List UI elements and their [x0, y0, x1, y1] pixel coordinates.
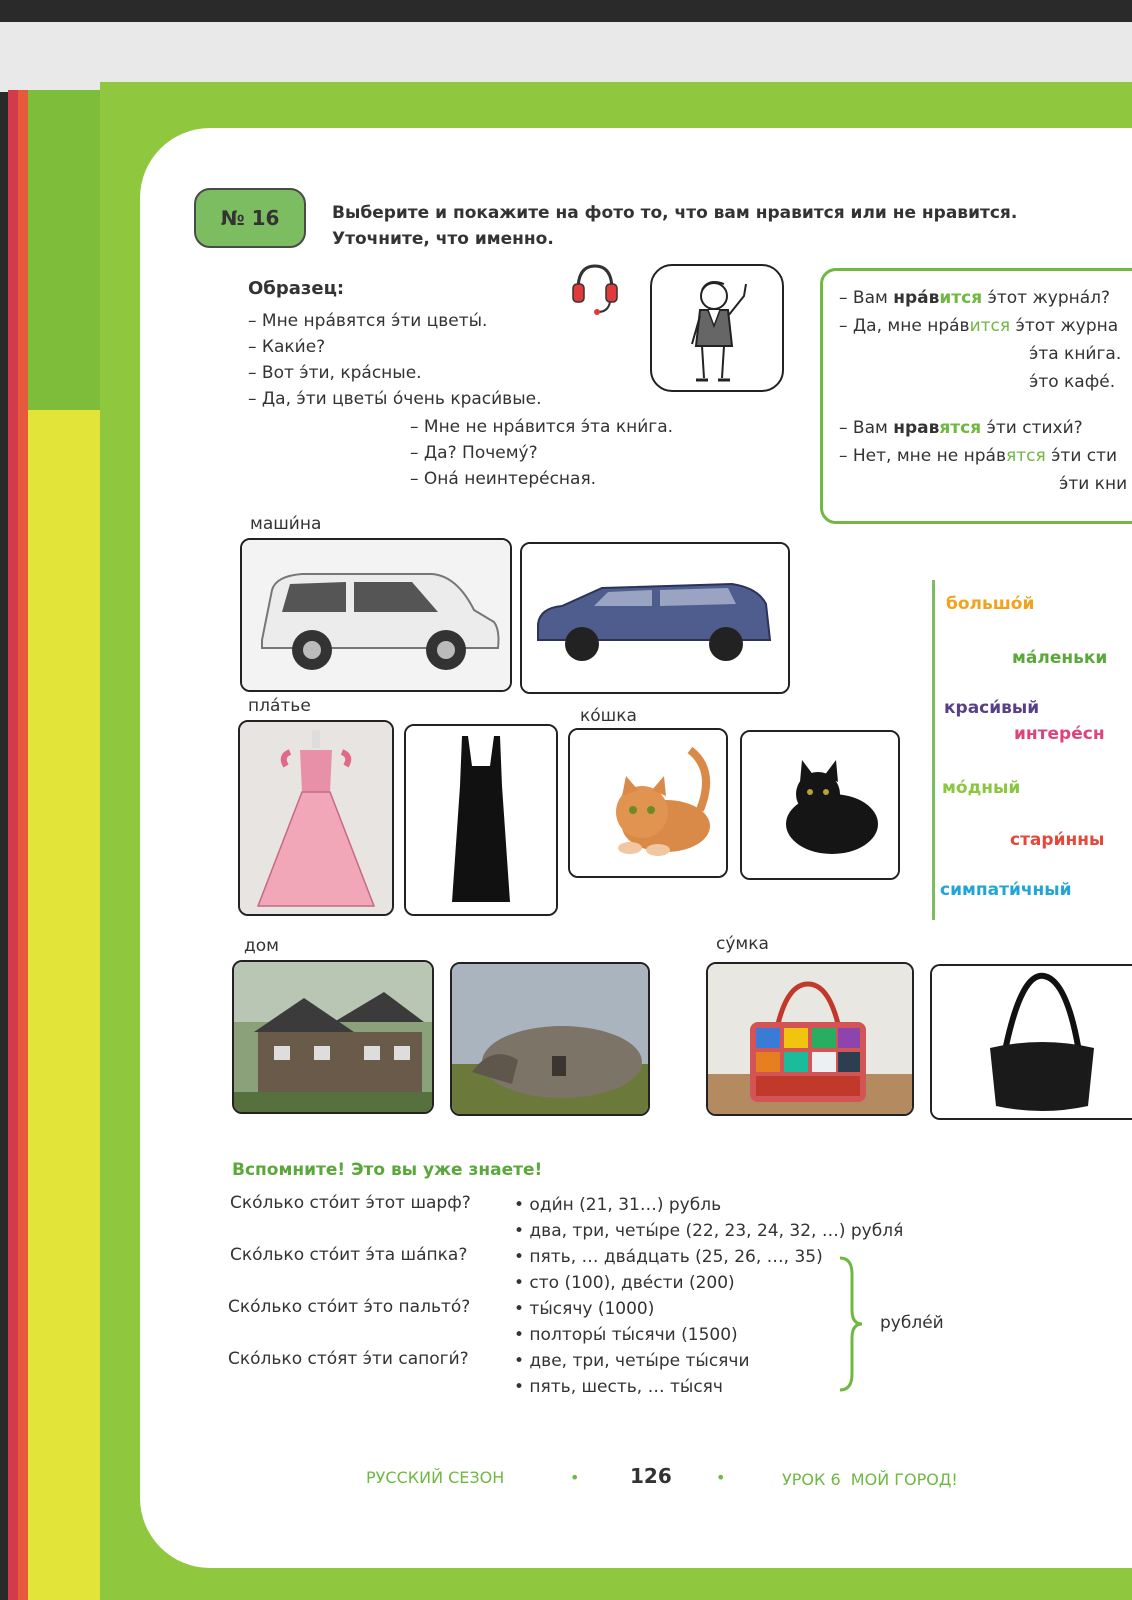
photo-black-bag [930, 964, 1132, 1120]
white-car-image [242, 540, 510, 690]
speaker-illustration [650, 264, 784, 392]
boy-figure [652, 266, 782, 390]
pink-gown-image [240, 722, 392, 914]
dialog-ending: ятся [1005, 446, 1046, 466]
workbook-page [140, 128, 1132, 1568]
curly-brace [836, 1254, 866, 1394]
caption-car: маши́на [250, 514, 322, 534]
stone-house-image [452, 964, 648, 1114]
ginger-cat-image [570, 730, 726, 876]
footer-separator: • [716, 1468, 726, 1487]
price-question: Ско́лько сто́ит э́то пальто́? [228, 1297, 471, 1317]
caption-house: дом [244, 936, 279, 956]
patchwork-bag-image [708, 964, 912, 1114]
dialog-text: – Да, мне нра́в [839, 316, 970, 336]
dialog-a2 [839, 443, 1117, 469]
black-bag-image [932, 966, 1132, 1118]
sample-line: – Каки́е? [248, 337, 326, 357]
sample-line: – Мне нра́вятся э́ти цветы́. [248, 311, 488, 331]
dialog-text: – Вам [839, 288, 894, 308]
rubles-label: рубле́й [880, 1313, 944, 1333]
sample-line: – Мне не нра́вится э́та кни́га. [410, 417, 674, 437]
exercise-instruction [332, 200, 1017, 252]
photo-blue-car [520, 542, 790, 694]
photo-white-car [240, 538, 512, 692]
black-cat-image [742, 732, 898, 878]
dialog-text: э́тот журна [1010, 316, 1119, 336]
dialog-text: – Нет, мне не нра́в [839, 446, 1006, 466]
dialog-ending: ится [939, 288, 983, 308]
page-number: 126 [630, 1464, 672, 1488]
photo-pink-gown [238, 720, 394, 916]
photo-patchwork-bag [706, 962, 914, 1116]
sample-line: – Да? Почему́? [410, 443, 538, 463]
wooden-house-image [234, 962, 432, 1112]
page-edge-orange [18, 90, 28, 1600]
dialog-ending: ятся [939, 418, 982, 438]
footer-lesson-title: УРОК 6 МОЙ ГОРОД! [782, 1470, 958, 1489]
sample-dialog-1 [248, 308, 542, 412]
sample-line: – Вот э́ти, кра́сные. [248, 363, 422, 383]
price-answer: • пять, … два́дцать (25, 26, …, 35) [514, 1247, 823, 1267]
adjective: ма́леньки [1012, 648, 1108, 668]
photo-black-dress [404, 724, 558, 916]
photo-wooden-house [232, 960, 434, 1114]
sample-line: – Да, э́ти цветы́ о́чень краси́вые. [248, 389, 542, 409]
sample-dialog-2 [410, 414, 673, 492]
grammar-dialog-box [820, 268, 1132, 524]
price-answer: • оди́н (21, 31…) рубль [514, 1195, 722, 1215]
instruction-line-1: Выберите и покажите на фото то, что вам нравится или не нравится. [332, 203, 1018, 223]
price-answer: • две, три, четы́ре ты́сячи [514, 1351, 750, 1371]
photo-black-cat [740, 730, 900, 880]
caption-dress: пла́тье [248, 696, 311, 716]
headphones-icon [570, 260, 620, 316]
adjective: стари́нны [1010, 830, 1105, 850]
price-answer: • ты́сячу (1000) [514, 1299, 655, 1319]
price-answer: • сто (100), две́сти (200) [514, 1273, 735, 1293]
page-edge-yellow [28, 410, 108, 1600]
caption-cat: ко́шка [580, 706, 637, 726]
dialog-q1 [839, 285, 1110, 311]
adjective: симпати́чный [940, 880, 1072, 900]
dialog-q2 [839, 415, 1083, 441]
dialog-ending: ится [969, 316, 1011, 336]
page-edge-red [8, 90, 18, 1600]
footer-book-title: РУССКИЙ СЕЗОН [366, 1468, 505, 1487]
sample-line: – Она́ неинтере́сная. [410, 469, 597, 489]
price-answer: • пять, шесть, … ты́сяч [514, 1377, 723, 1397]
photo-ginger-cat [568, 728, 728, 878]
price-question: Ско́лько сто́ит э́та ша́пка? [230, 1245, 468, 1265]
adjectives-divider [932, 580, 935, 920]
adjective: мо́дный [942, 778, 1021, 798]
dialog-text: – Вам [839, 418, 894, 438]
adjective: краси́вый [944, 698, 1040, 718]
dialog-bold: нра́в [893, 288, 940, 308]
black-dress-image [406, 726, 556, 914]
dialog-a2-line2: э́ти кни [1059, 474, 1128, 494]
price-question: Ско́лько сто́ят э́ти сапоги́? [228, 1349, 469, 1369]
dialog-text: э́ти стихи́? [981, 418, 1083, 438]
exercise-number: № 16 [194, 188, 306, 248]
remember-heading: Вспомните! Это вы уже знаете! [232, 1160, 543, 1180]
caption-bag: су́мка [716, 934, 769, 954]
photo-stone-house [450, 962, 650, 1116]
dialog-a1-line2: э́та кни́га. [1029, 344, 1122, 364]
adjective: интере́сн [1014, 724, 1105, 744]
dialog-a1-line3: э́то кафе́. [1029, 372, 1116, 392]
blue-car-image [522, 544, 788, 692]
price-answer: • полторы́ ты́сячи (1500) [514, 1325, 738, 1345]
instruction-line-2: Уточните, что именно. [332, 229, 554, 249]
price-answer: • два, три, четы́ре (22, 23, 24, 32, …) рубля́ [514, 1221, 904, 1241]
price-question: Ско́лько сто́ит э́тот шарф? [230, 1193, 471, 1213]
sample-heading: Образец: [248, 278, 345, 299]
dialog-text: э́тот журна́л? [982, 288, 1111, 308]
dialog-bold: нрав [893, 418, 940, 438]
footer-separator: • [570, 1468, 580, 1487]
dialog-a1 [839, 313, 1118, 339]
dialog-text: э́ти сти [1045, 446, 1118, 466]
adjective: большо́й [946, 594, 1035, 614]
